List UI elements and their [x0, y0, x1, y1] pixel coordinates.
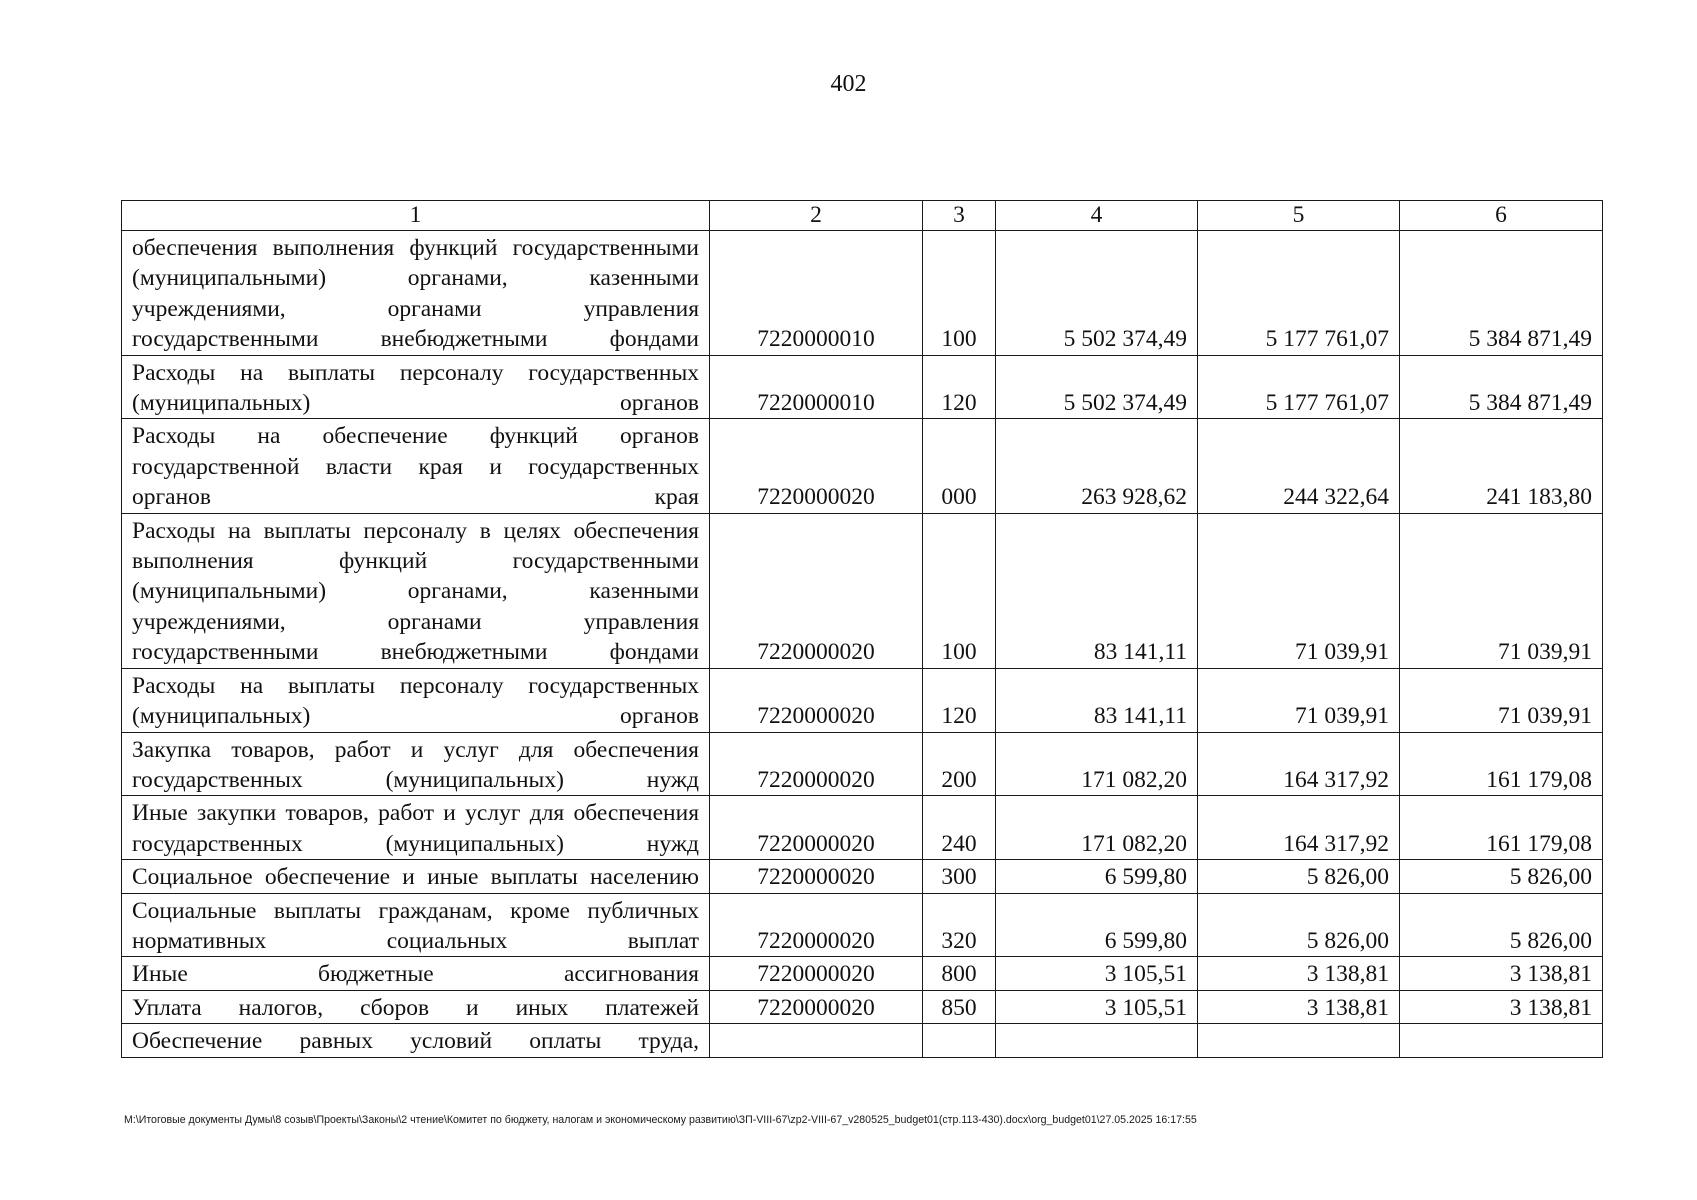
- row-target-code: 7220000020: [710, 860, 923, 893]
- row-value-col4: 6 599,80: [996, 893, 1198, 957]
- column-header-1: 1: [122, 201, 710, 231]
- table-row: [122, 796, 1603, 860]
- row-expense-type: 100: [923, 231, 996, 356]
- row-value-col6: 161 179,08: [1400, 796, 1603, 860]
- row-description: Расходы на выплаты персоналу государственных (муниципальных) органов: [122, 355, 710, 419]
- row-value-col5: 71 039,91: [1198, 513, 1400, 668]
- row-expense-type: [923, 1024, 996, 1057]
- row-value-col5: 5 826,00: [1198, 893, 1400, 957]
- table-row: [122, 513, 1603, 668]
- row-value-col4: 171 082,20: [996, 796, 1198, 860]
- row-value-col6: 71 039,91: [1400, 668, 1603, 732]
- column-header-2: 2: [710, 201, 923, 231]
- table-row: [122, 990, 1603, 1023]
- table-header-row: [122, 201, 1603, 231]
- row-value-col6: 161 179,08: [1400, 732, 1603, 796]
- row-expense-type: 120: [923, 668, 996, 732]
- row-expense-type: 200: [923, 732, 996, 796]
- table-row: [122, 231, 1603, 356]
- row-value-col6: 5 826,00: [1400, 893, 1603, 957]
- row-value-col5: 5 177 761,07: [1198, 355, 1400, 419]
- row-value-col6: 5 384 871,49: [1400, 355, 1603, 419]
- row-value-col6: [1400, 1024, 1603, 1057]
- table-row: [122, 732, 1603, 796]
- row-description: Закупка товаров, работ и услуг для обеспечения государственных (муниципальных) нужд: [122, 732, 710, 796]
- row-value-col4: 263 928,62: [996, 419, 1198, 513]
- row-target-code: 7220000020: [710, 957, 923, 990]
- column-header-4: 4: [996, 201, 1198, 231]
- row-expense-type: 100: [923, 513, 996, 668]
- row-value-col5: 5 177 761,07: [1198, 231, 1400, 356]
- row-description: Социальные выплаты гражданам, кроме публичных нормативных социальных выплат: [122, 893, 710, 957]
- column-header-6: 6: [1400, 201, 1603, 231]
- row-target-code: 7220000010: [710, 355, 923, 419]
- row-target-code: 7220000010: [710, 231, 923, 356]
- row-value-col5: 3 138,81: [1198, 957, 1400, 990]
- row-description: Расходы на выплаты персоналу государственных (муниципальных) органов: [122, 668, 710, 732]
- row-target-code: 7220000020: [710, 732, 923, 796]
- table-row: [122, 957, 1603, 990]
- row-target-code: 7220000020: [710, 796, 923, 860]
- row-value-col6: 3 138,81: [1400, 957, 1603, 990]
- row-description: Иные закупки товаров, работ и услуг для обеспечения государственных (муниципальных) нужд: [122, 796, 710, 860]
- row-value-col6: 5 826,00: [1400, 860, 1603, 893]
- row-expense-type: 000: [923, 419, 996, 513]
- row-value-col4: 6 599,80: [996, 860, 1198, 893]
- row-value-col5: [1198, 1024, 1400, 1057]
- row-description: Расходы на выплаты персоналу в целях обеспечения выполнения функций государственными (муниципальными) органами, казенными учреждениями, органами управления государственными внебюджетными фондами: [122, 513, 710, 668]
- footer-file-path: M:\Итоговые документы Думы\8 созыв\Проекты\Законы\2 чтение\Комитет по бюджету, налогам и экономическому развитию\ЗП-VIII-67\zp2-VIII-67_v280525_budget01(стр.113-430).docx\org_budget01\27.05.2025 16:17:55: [124, 1114, 1197, 1126]
- row-value-col5: 3 138,81: [1198, 990, 1400, 1023]
- row-description: обеспечения выполнения функций государственными (муниципальными) органами, казенными учреждениями, органами управления государственными внебюджетными фондами: [122, 231, 710, 356]
- row-expense-type: 320: [923, 893, 996, 957]
- row-value-col4: 3 105,51: [996, 957, 1198, 990]
- row-target-code: [710, 1024, 923, 1057]
- row-description: Иные бюджетные ассигнования: [122, 957, 710, 990]
- row-value-col6: 5 384 871,49: [1400, 231, 1603, 356]
- row-description: Социальное обеспечение и иные выплаты населению: [122, 860, 710, 893]
- row-value-col4: 83 141,11: [996, 513, 1198, 668]
- row-expense-type: 300: [923, 860, 996, 893]
- row-target-code: 7220000020: [710, 513, 923, 668]
- row-value-col5: 244 322,64: [1198, 419, 1400, 513]
- row-value-col5: 164 317,92: [1198, 732, 1400, 796]
- row-expense-type: 120: [923, 355, 996, 419]
- table-row: [122, 668, 1603, 732]
- row-description: Уплата налогов, сборов и иных платежей: [122, 990, 710, 1023]
- column-header-5: 5: [1198, 201, 1400, 231]
- row-expense-type: 240: [923, 796, 996, 860]
- page-number: 402: [830, 71, 867, 97]
- row-target-code: 7220000020: [710, 668, 923, 732]
- row-value-col4: 5 502 374,49: [996, 231, 1198, 356]
- table-row: [122, 355, 1603, 419]
- row-value-col4: [996, 1024, 1198, 1057]
- row-value-col4: 171 082,20: [996, 732, 1198, 796]
- row-target-code: 7220000020: [710, 419, 923, 513]
- table-row: [122, 419, 1603, 513]
- row-value-col5: 5 826,00: [1198, 860, 1400, 893]
- row-target-code: 7220000020: [710, 990, 923, 1023]
- row-value-col6: 71 039,91: [1400, 513, 1603, 668]
- row-value-col5: 71 039,91: [1198, 668, 1400, 732]
- row-expense-type: 850: [923, 990, 996, 1023]
- row-expense-type: 800: [923, 957, 996, 990]
- row-value-col6: 241 183,80: [1400, 419, 1603, 513]
- budget-table: [121, 200, 1603, 1058]
- row-value-col4: 83 141,11: [996, 668, 1198, 732]
- row-description: Расходы на обеспечение функций органов государственной власти края и государственных органов края: [122, 419, 710, 513]
- row-value-col4: 5 502 374,49: [996, 355, 1198, 419]
- table-row: [122, 1024, 1603, 1057]
- row-value-col6: 3 138,81: [1400, 990, 1603, 1023]
- column-header-3: 3: [923, 201, 996, 231]
- table-row: [122, 860, 1603, 893]
- row-value-col5: 164 317,92: [1198, 796, 1400, 860]
- row-target-code: 7220000020: [710, 893, 923, 957]
- row-description: Обеспечение равных условий оплаты труда,: [122, 1024, 710, 1057]
- table-row: [122, 893, 1603, 957]
- row-value-col4: 3 105,51: [996, 990, 1198, 1023]
